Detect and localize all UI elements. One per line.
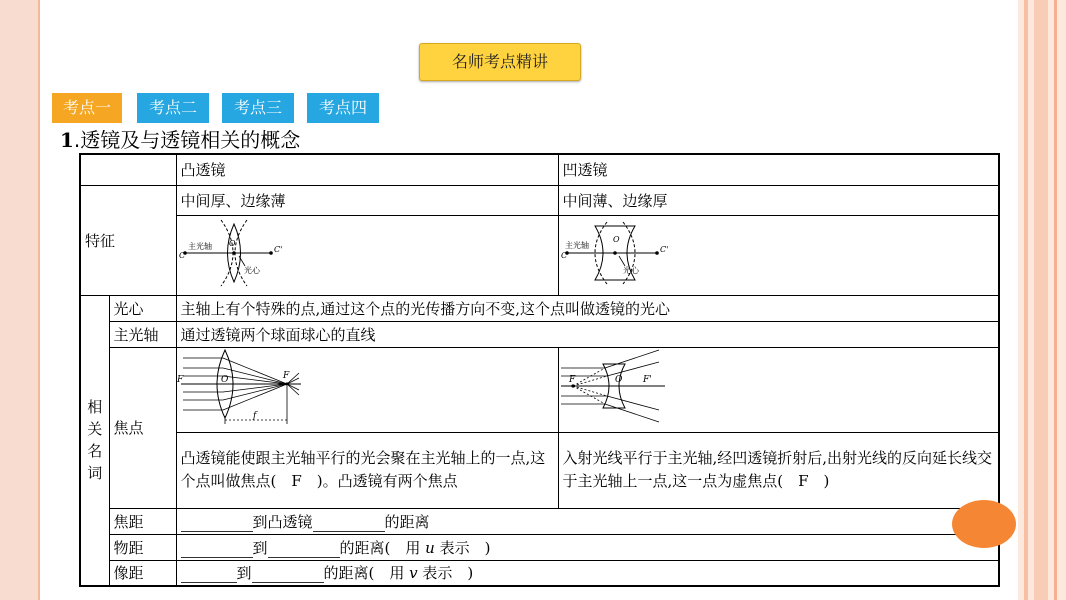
- tab-kaodian-3[interactable]: 考点三: [222, 93, 294, 123]
- right-decor-stripes: [1018, 0, 1066, 600]
- convex-focus-f-left: F: [176, 374, 183, 385]
- convex-lens-diagram: [177, 216, 297, 290]
- focal-length-end: 的距离: [384, 512, 430, 531]
- focal-length-blank-1[interactable]: [181, 513, 253, 532]
- convex-diagram-cell: [176, 215, 558, 295]
- group-label-cell: [80, 295, 109, 586]
- image-distance-def: [176, 560, 999, 586]
- concave-focus-diagram-cell: [558, 347, 999, 432]
- convex-c-label: C: [178, 251, 185, 260]
- focus-diagram-row: [80, 347, 999, 432]
- section-title: .透镜及与透镜相关的概念: [73, 128, 301, 152]
- convex-center-label: 光心: [243, 266, 260, 275]
- object-distance-def: [176, 534, 999, 560]
- header-convex: 凸透镜: [176, 154, 558, 185]
- main-axis-term: 主光轴: [109, 321, 176, 347]
- title-button[interactable]: 名师考点精讲: [419, 43, 581, 81]
- optical-center-term: 光心: [109, 295, 176, 321]
- left-decor-bar: [0, 0, 38, 600]
- group-char-3: 名: [87, 442, 103, 461]
- concave-focus-f-prime: F': [642, 374, 652, 385]
- object-distance-row: [80, 534, 999, 560]
- main-axis-def: 通过透镜两个球面球心的直线: [176, 321, 999, 347]
- convex-main-axis-label: 主光轴: [187, 242, 212, 251]
- image-distance-tail: 表示 ): [422, 564, 474, 583]
- convex-focus-diagram: [177, 348, 307, 428]
- image-distance-end: 的距离( 用: [323, 564, 405, 583]
- feature-shape-row: [80, 185, 999, 215]
- focal-length-def: [176, 508, 999, 534]
- convex-focus-diagram-cell: [176, 347, 558, 432]
- convex-focus-f-right: F: [282, 370, 289, 381]
- group-char-1: 相: [87, 398, 103, 417]
- image-distance-row: [80, 560, 999, 586]
- object-distance-term: 物距: [109, 534, 176, 560]
- section-heading: [60, 124, 300, 153]
- image-distance-blank-1[interactable]: [181, 564, 237, 583]
- left-decor-line: [38, 0, 40, 600]
- image-distance-blank-2[interactable]: [252, 564, 324, 583]
- tab-kaodian-2[interactable]: 考点二: [137, 93, 209, 123]
- section-number: 1: [60, 128, 74, 152]
- group-char-4: 词: [87, 464, 103, 483]
- focal-length-row: [80, 508, 999, 534]
- concave-c-prime-label: C': [659, 245, 668, 254]
- concave-diagram-cell: [558, 215, 999, 295]
- object-distance-mid: 到: [252, 538, 268, 557]
- focal-length-mid: 到凸透镜: [252, 512, 313, 531]
- concave-focus-def: 入射光线平行于主光轴,经凹透镜折射后,出射光线的反向延长线交于主光轴上一点,这一点为虚焦点( F ): [558, 432, 999, 508]
- image-distance-var: v: [409, 564, 418, 583]
- feature-label: 特征: [80, 185, 176, 295]
- object-distance-blank-2[interactable]: [268, 539, 340, 558]
- optical-center-def: 主轴上有个特殊的点,通过这个点的光传播方向不变,这个点叫做透镜的光心: [176, 295, 999, 321]
- tab-kaodian-1[interactable]: 考点一: [52, 93, 122, 123]
- convex-c-prime-label: C': [273, 245, 282, 254]
- focus-def-row: [80, 432, 999, 508]
- concave-center-label: 光心: [622, 266, 639, 275]
- convex-focus-def: 凸透镜能使跟主光轴平行的光会聚在主光轴上的一点,这个点叫做焦点( F )。凸透镜有两个焦点: [176, 432, 558, 508]
- optical-center-row: [80, 295, 999, 321]
- convex-focus-o: O: [220, 374, 228, 385]
- lens-concept-table: [79, 153, 1000, 587]
- orange-circle-button[interactable]: [952, 500, 1016, 548]
- feature-diagram-row: [80, 215, 999, 295]
- concave-focus-f: F: [568, 374, 575, 385]
- image-distance-mid: 到: [236, 564, 252, 583]
- group-char-2: 关: [87, 420, 103, 439]
- convex-focal-length-f: f: [252, 410, 256, 421]
- object-distance-tail: 表示 ): [439, 538, 491, 557]
- concave-c-label: C: [560, 251, 567, 260]
- concave-lens-diagram: [559, 216, 679, 290]
- table-header-row: [80, 154, 999, 185]
- convex-o-label: O: [228, 239, 236, 248]
- main-axis-row: [80, 321, 999, 347]
- concave-o-label: O: [612, 235, 620, 244]
- corner-cell: [80, 154, 176, 185]
- focal-length-blank-2[interactable]: [313, 513, 385, 532]
- convex-shape-text: 中间厚、边缘薄: [176, 185, 558, 215]
- object-distance-var: u: [425, 538, 435, 557]
- concave-shape-text: 中间薄、边缘厚: [558, 185, 999, 215]
- focal-length-term: 焦距: [109, 508, 176, 534]
- concave-main-axis-label: 主光轴: [564, 241, 589, 250]
- image-distance-term: 像距: [109, 560, 176, 586]
- object-distance-end: 的距离( 用: [339, 538, 421, 557]
- tab-kaodian-4[interactable]: 考点四: [307, 93, 379, 123]
- object-distance-blank-1[interactable]: [181, 539, 253, 558]
- concave-focus-o: O: [614, 374, 622, 385]
- header-concave: 凹透镜: [558, 154, 999, 185]
- focus-term: 焦点: [109, 347, 176, 508]
- concave-focus-diagram: [559, 348, 669, 428]
